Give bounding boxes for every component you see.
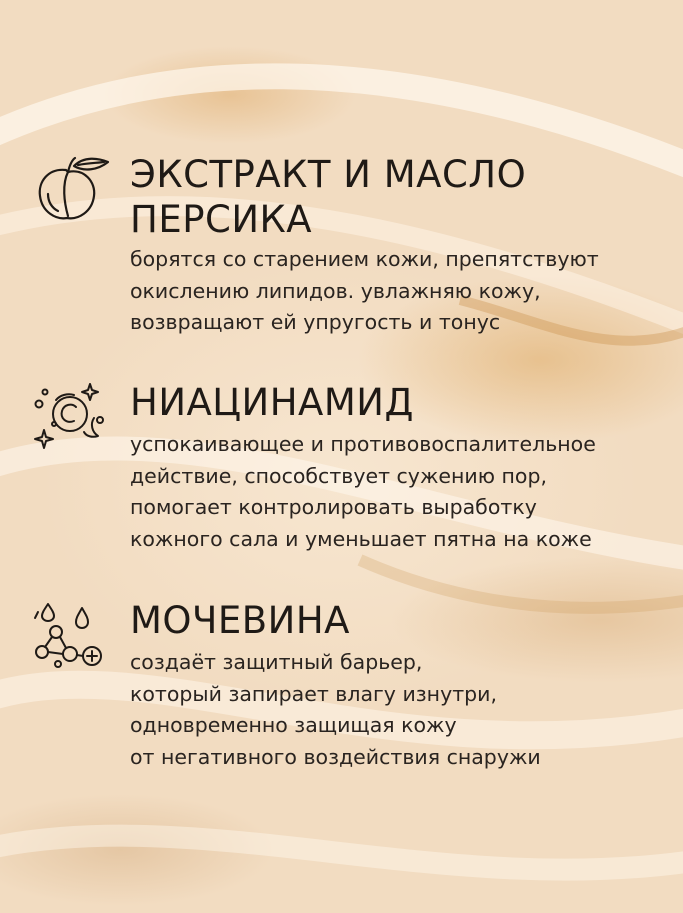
urea-section xyxy=(130,598,541,773)
peach-icon xyxy=(34,154,116,224)
niacinamide-description: успокаивающее и противовоспалительное действие, способствует сужению пор, помогает контролировать выработку кожного сала и уменьшает пятна на коже xyxy=(130,432,596,551)
peach-description: борятся со старением кожи, препятствуют окислению липидов. увлажняю кожу, возвращают ей упругость и тонус xyxy=(130,247,599,334)
urea-description: создаёт защитный барьер, который запирает влагу изнутри, одновременно защищая кожу от негативного воздействия снаружи xyxy=(130,650,541,769)
urea-title: МОЧЕВИНА xyxy=(130,599,350,642)
molecule-drops-icon xyxy=(30,600,110,672)
niacinamide-title: НИАЦИНАМИД xyxy=(130,381,414,424)
niacinamide-section xyxy=(130,380,596,555)
peach-title: ЭКСТРАКТ И МАСЛО ПЕРСИКА xyxy=(130,153,527,241)
niacinamide-molecule-sparkle-icon xyxy=(30,380,110,452)
peach-section xyxy=(130,152,599,339)
